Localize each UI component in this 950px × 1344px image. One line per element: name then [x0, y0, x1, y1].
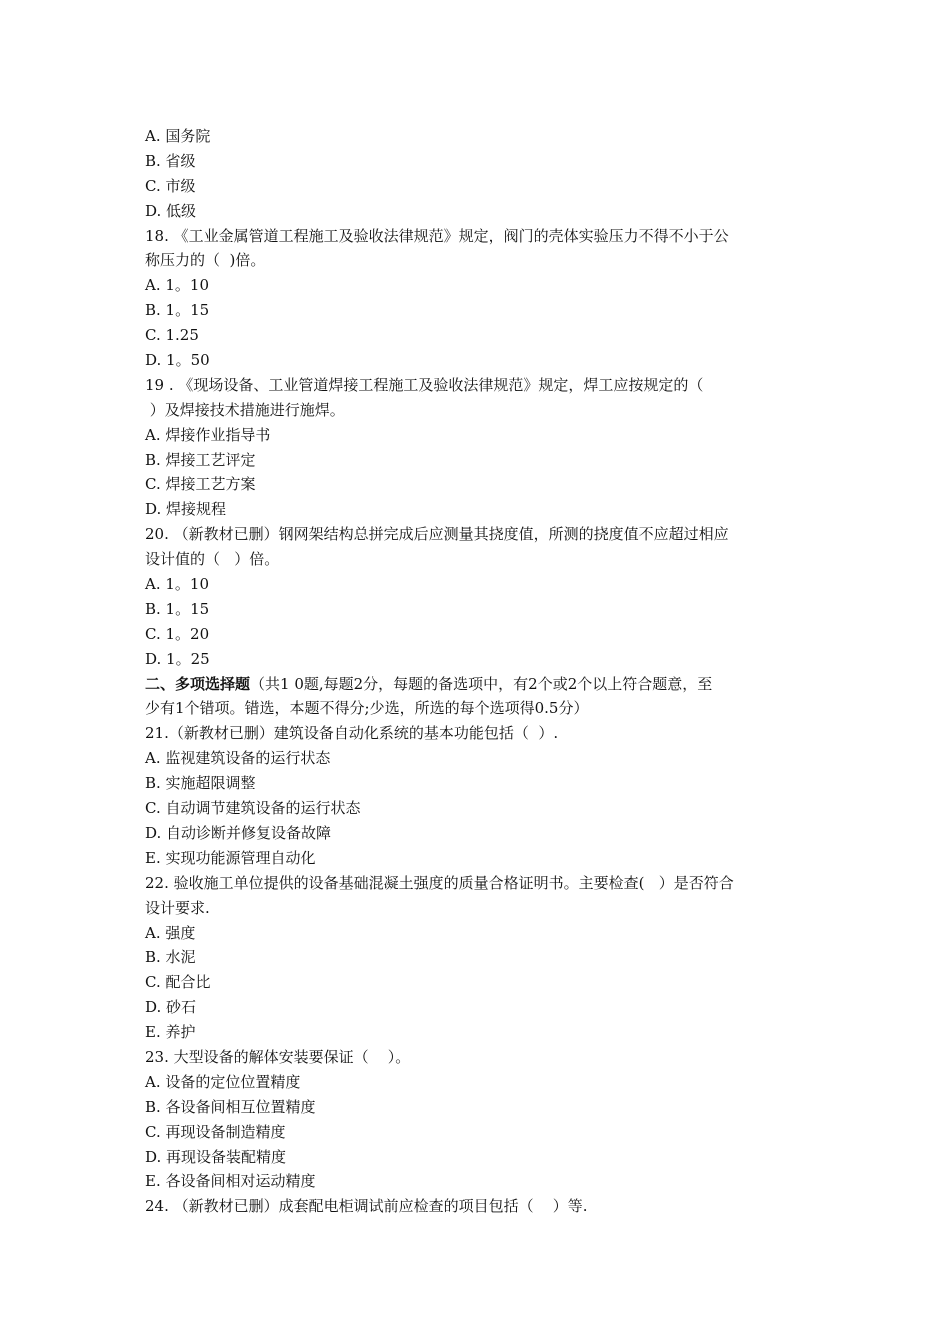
- option-line: A. 强度: [145, 923, 196, 942]
- option-line: D. 砂石: [145, 998, 197, 1017]
- section-instructions-cont: 少有1个错项。错选，本题不得分;少选，所选的每个选项得0.5分）: [145, 699, 589, 718]
- question-18: 18. 《工业金属管道工程施工及验收法律规范》规定，阀门的壳体实验压力不得不小于公: [145, 226, 729, 245]
- option-line: B. 焊接工艺评定: [145, 450, 256, 469]
- option-line: C. 市级: [145, 176, 196, 195]
- option-line: C. 再现设备制造精度: [145, 1122, 286, 1141]
- option-line: A. 1。10: [145, 575, 209, 594]
- option-line: B. 省级: [145, 151, 196, 170]
- option-line: D. 焊接规程: [145, 500, 227, 519]
- option-line: D. 再现设备装配精度: [145, 1147, 287, 1166]
- option-line: D. 1。25: [145, 649, 210, 668]
- option-line: D. 低级: [145, 201, 197, 220]
- option-line: C. 焊接工艺方案: [145, 475, 256, 494]
- option-line: A. 设备的定位位置精度: [145, 1072, 301, 1091]
- option-line: D. 1。50: [145, 351, 210, 370]
- option-line: A. 焊接作业指导书: [145, 425, 271, 444]
- question-23: 23. 大型设备的解体安装要保证（ ）。: [145, 1047, 411, 1066]
- option-line: A. 1。10: [145, 276, 209, 295]
- option-line: E. 各设备间相对运动精度: [145, 1172, 316, 1191]
- option-line: E. 养护: [145, 1023, 196, 1042]
- option-line: E. 实现功能源管理自动化: [145, 848, 316, 867]
- option-line: C. 自动调节建筑设备的运行状态: [145, 799, 361, 818]
- section-title: 二、多项选择题: [145, 674, 251, 693]
- question-18-cont: 称压力的（ )倍。: [145, 251, 266, 270]
- question-20-cont: 设计值的（ ）倍。: [145, 550, 280, 569]
- option-line: B. 水泥: [145, 948, 196, 967]
- option-line: C. 1.25: [145, 326, 199, 345]
- section-instructions: （共1 0题,每题2分，每题的备选项中，有2个或2个以上符合题意，至: [250, 674, 713, 693]
- question-19-cont: ）及焊接技术措施进行施焊。: [145, 400, 345, 419]
- option-line: B. 1。15: [145, 301, 210, 320]
- question-19: 19 . 《现场设备、工业管道焊接工程施工及验收法律规范》规定，焊工应按规定的（: [145, 375, 704, 394]
- option-line: B. 1。15: [145, 599, 210, 618]
- question-22: 22. 验收施工单位提供的设备基础混凝土强度的质量合格证明书。主要检查( ）是否符合: [145, 873, 734, 892]
- option-line: A. 监视建筑设备的运行状态: [145, 749, 331, 768]
- question-20: 20. （新教材已删）钢网架结构总拼完成后应测量其挠度值，所测的挠度值不应超过相应: [145, 525, 729, 544]
- question-22-cont: 设计要求.: [145, 898, 210, 917]
- option-line: D. 自动诊断并修复设备故障: [145, 823, 332, 842]
- question-21: 21.（新教材已删）建筑设备自动化系统的基本功能包括（ ）.: [145, 724, 559, 743]
- option-line: C. 1。20: [145, 624, 210, 643]
- option-line: B. 各设备间相互位置精度: [145, 1097, 316, 1116]
- section-heading-line: [145, 672, 817, 697]
- option-line: A. 国务院: [145, 127, 211, 145]
- option-line: C. 配合比: [145, 973, 211, 992]
- exam-text-body: [145, 124, 817, 1219]
- option-line: B. 实施超限调整: [145, 774, 256, 793]
- question-24: 24. （新教材已删）成套配电柜调试前应检查的项目包括（ ）等.: [145, 1197, 588, 1216]
